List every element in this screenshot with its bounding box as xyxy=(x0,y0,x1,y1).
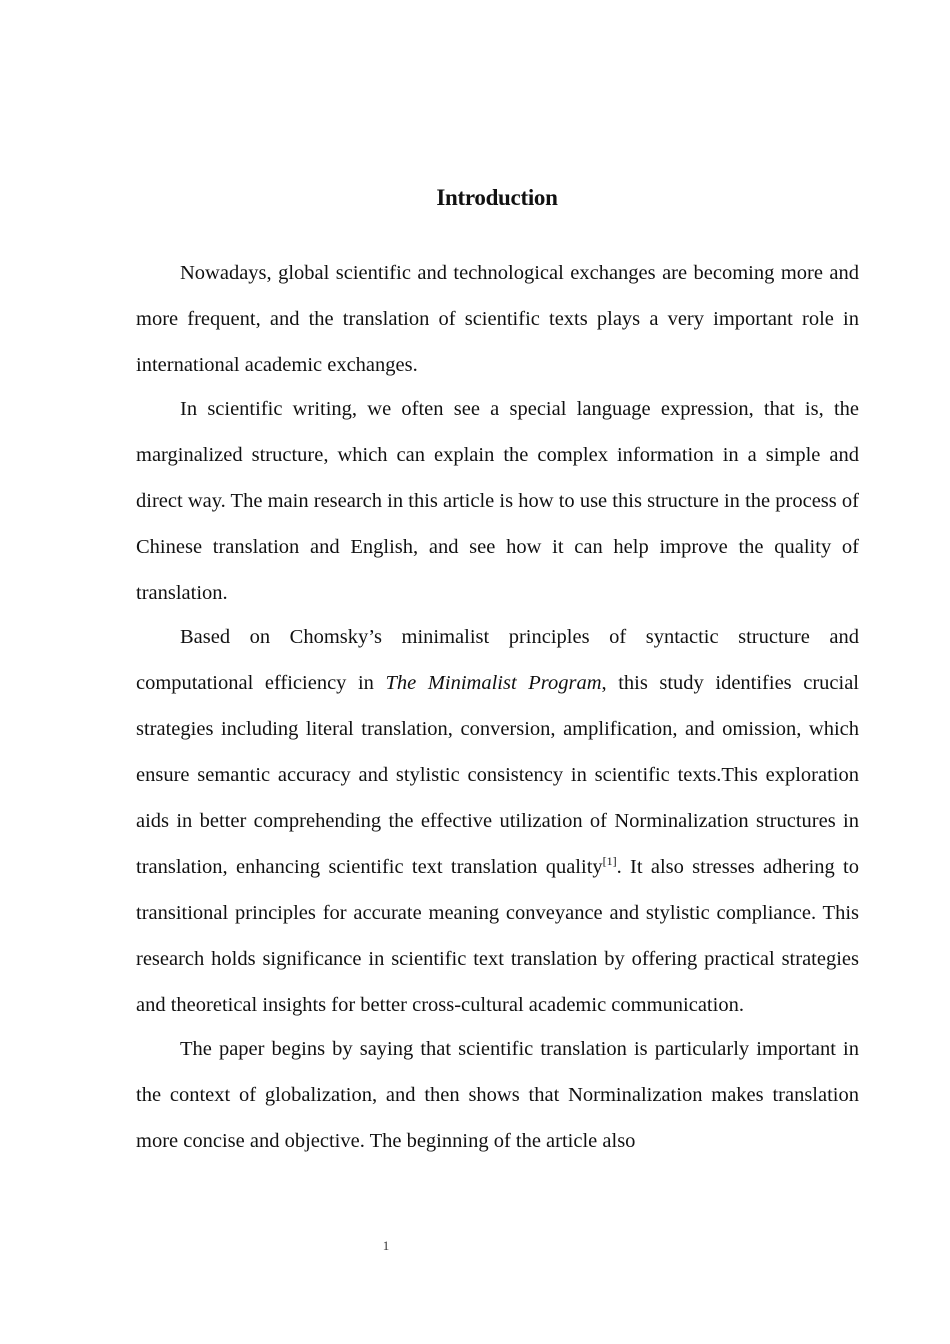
paragraph-1-text: Nowadays, global scientific and technological exchanges are becoming more and more frequent, and the translation of scientific texts plays a very important role in international academic exchanges. xyxy=(136,262,859,376)
book-title-italic: The Minimalist Program xyxy=(385,672,602,694)
section-title xyxy=(0,183,950,213)
paragraph-3 xyxy=(136,614,859,1028)
page-number: 1 xyxy=(382,1238,390,1253)
body-text xyxy=(136,250,859,1164)
paragraph-4-text: The paper begins by saying that scientific translation is particularly important in the context of globalization, and then shows that Norminalization makes translation more concise and objective. The beginning of the article also xyxy=(136,1038,859,1152)
paragraph-4 xyxy=(136,1026,859,1164)
paragraph-2-text: In scientific writing, we often see a special language expression, that is, the marginalized structure, which can explain the complex information in a simple and direct way. The main research in this article is how to use this structure in the process of Chinese translation and English, and see how it can help improve the quality of translation. xyxy=(136,398,859,604)
paragraph-3-text-b: , this study identifies crucial strategies including literal translation, conversion, amplification, and omission, which ensure semantic accuracy and stylistic consistency in scientific texts.This exploration aids in better comprehending the effective utilization of Norminalization structures in translation, enhancing scientific text translation quality xyxy=(136,672,859,878)
paragraph-3-text-a: Based on Chomsky’s minimalist principles of syntactic structure and computational efficiency in xyxy=(136,626,859,694)
citation-marker[interactable]: [1] xyxy=(602,854,617,869)
paragraph-1 xyxy=(136,250,859,388)
paragraph-3-text-c: . It also stresses adhering to transitional principles for accurate meaning conveyance and stylistic compliance. This research holds significance in scientific text translation by offering practical strategies and theoretical insights for better cross-cultural academic communication. xyxy=(136,856,859,1016)
section-title-text: Introduction xyxy=(436,185,558,210)
paragraph-2 xyxy=(136,386,859,616)
